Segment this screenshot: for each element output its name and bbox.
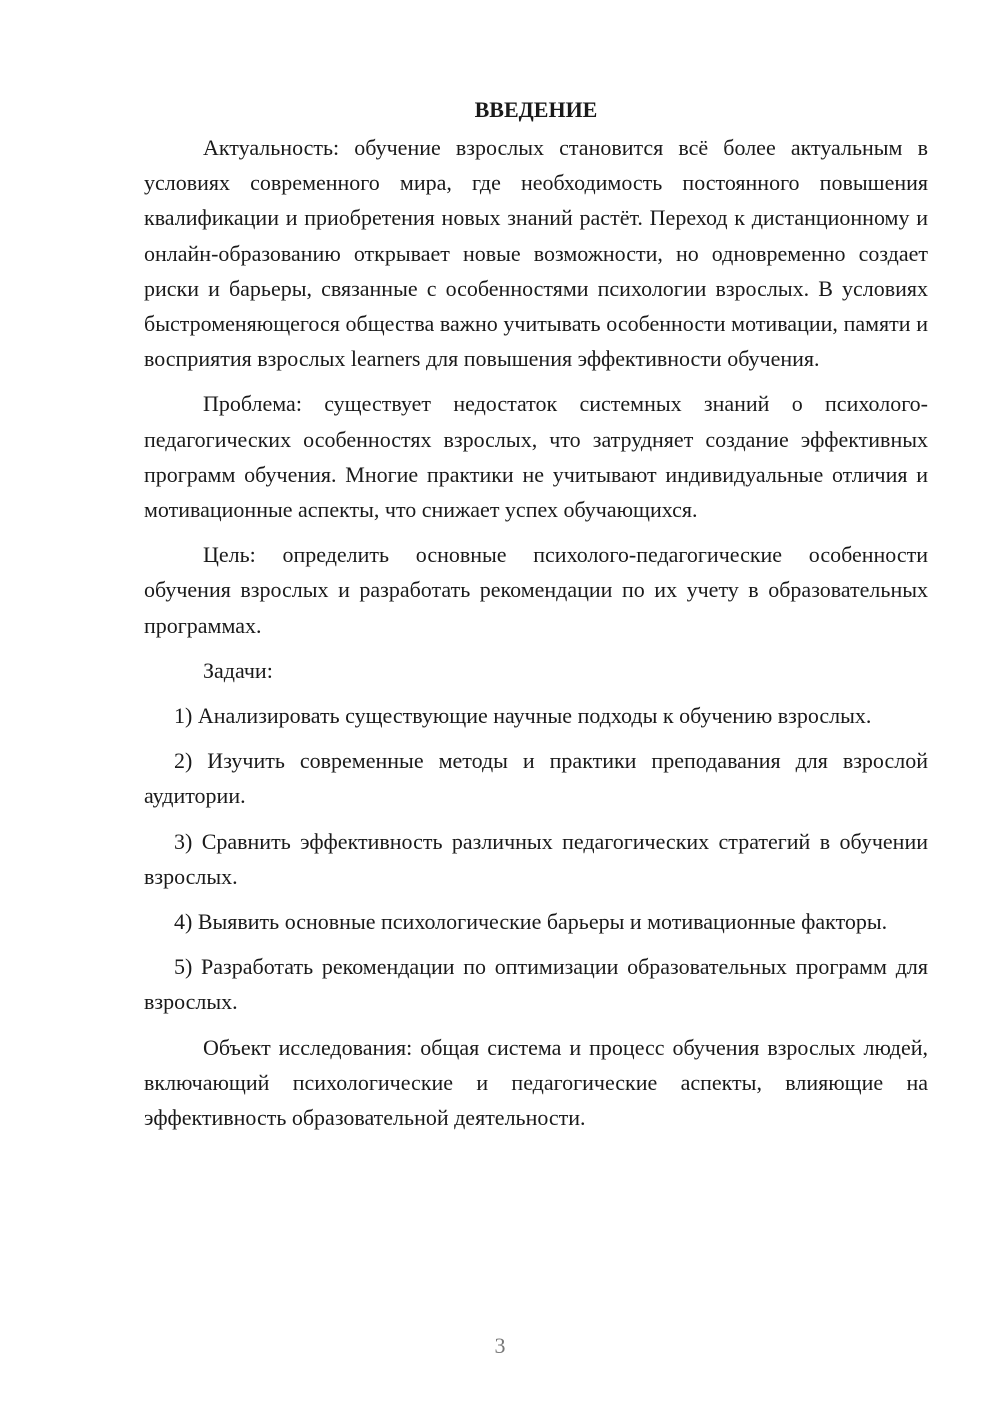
tasks-heading: Задачи:	[203, 657, 273, 683]
goal-paragraph: Цель: определить основные психолого-педагогические особенности обучения взрослых и разработать рекомендации по их учету в образовательных программах.	[144, 542, 928, 638]
relevance-paragraph: Актуальность: обучение взрослых становится всё более актуальным в условиях современного мира, где необходимость постоянного повышения квалификации и приобретения новых знаний растёт. Переход к дистанционному и онлайн-образованию открывает новые возможности, но одновременно создает риски и барьеры, связанные с особенностями психологии взрослых. В условиях быстроменяющегося общества важно учитывать особенности мотивации, памяти и восприятия взрослых learners для повышения эффективности обучения.	[144, 135, 928, 372]
task-item: 5) Разработать рекомендации по оптимизации образовательных программ для взрослых.	[144, 954, 928, 1015]
section-title: ВВЕДЕНИЕ	[474, 97, 598, 122]
problem-paragraph: Проблема: существует недостаток системных знаний о психолого-педагогических особенностях взрослых, что затрудняет создание эффективных программ обучения. Многие практики не учитывают индивидуальные отличия и мотивационные аспекты, что снижает успех обучающихся.	[144, 391, 928, 523]
object-paragraph: Объект исследования: общая система и процесс обучения взрослых людей, включающий психологические и педагогические аспекты, влияющие на эффективность образовательной деятельности.	[144, 1034, 928, 1131]
page-number: 3	[494, 1333, 506, 1358]
task-item: 3) Сравнить эффективность различных педагогических стратегий в обучении взрослых.	[144, 828, 928, 889]
task-item: 2) Изучить современные методы и практики преподавания для взрослой аудитории.	[144, 748, 928, 809]
task-item: 4) Выявить основные психологические барьеры и мотивационные факторы.	[174, 909, 888, 935]
document-page	[144, 92, 928, 1145]
task-item: 1) Анализировать существующие научные подходы к обучению взрослых.	[174, 703, 872, 729]
